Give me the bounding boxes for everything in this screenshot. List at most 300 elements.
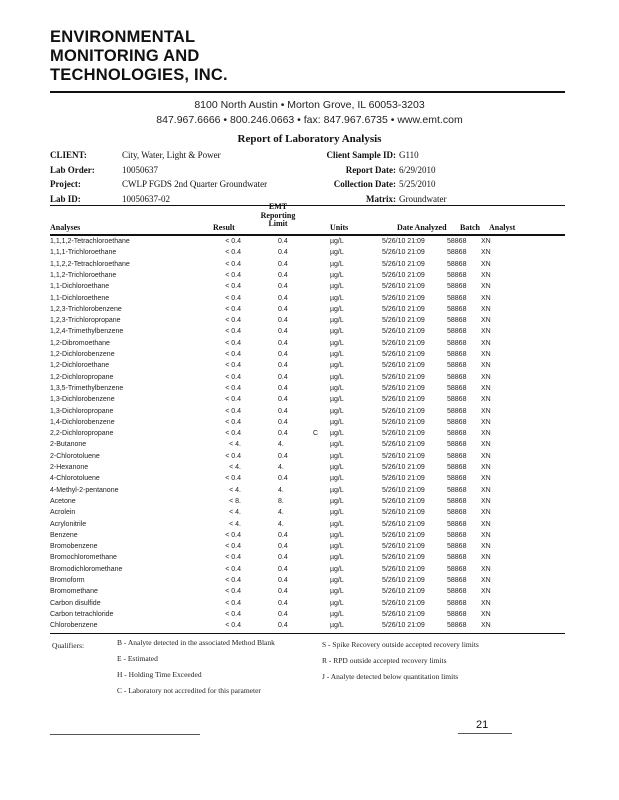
report-date-label: Report Date: xyxy=(345,165,396,175)
table-row xyxy=(0,419,619,430)
table-row xyxy=(0,611,619,622)
cell-result: < 0.4 xyxy=(225,328,241,336)
cell-analyte: 4-Methyl-2-pentanone xyxy=(50,486,119,494)
client-value: City, Water, Light & Power xyxy=(122,150,221,160)
cell-analyst: XN xyxy=(481,362,491,370)
cell-analyte: 1,4-Dichlorobenzene xyxy=(50,418,115,426)
qualifier-H: H - Holding Time Exceeded xyxy=(117,670,202,679)
cell-analyte: Benzene xyxy=(50,531,78,539)
table-row xyxy=(0,464,619,475)
cell-result: < 0.4 xyxy=(225,407,241,415)
cell-result: < 0.4 xyxy=(225,317,241,325)
cell-analyte: 1,2,4-Trimethylbenzene xyxy=(50,328,124,336)
cell-limit: 0.4 xyxy=(278,554,288,562)
cell-date-analyzed: 5/26/10 21:09 xyxy=(382,384,425,392)
cell-analyst: XN xyxy=(481,486,491,494)
qualifier-E: E - Estimated xyxy=(117,654,158,663)
cell-units: µg/L xyxy=(330,543,344,551)
cell-date-analyzed: 5/26/10 21:09 xyxy=(382,249,425,257)
cell-date-analyzed: 5/26/10 21:09 xyxy=(382,497,425,505)
cell-batch: 58868 xyxy=(447,610,467,618)
cell-limit: 0.4 xyxy=(278,384,288,392)
collection-date-value: 5/25/2010 xyxy=(399,179,436,189)
cell-result: < 0.4 xyxy=(225,351,241,358)
cell-units: µg/L xyxy=(330,531,344,539)
cell-date-analyzed: 5/26/10 21:09 xyxy=(382,305,425,313)
cell-analyst: XN xyxy=(481,565,491,573)
cell-limit: 0.4 xyxy=(278,622,288,630)
cell-result: < 0.4 xyxy=(225,588,241,596)
cell-analyst: XN xyxy=(481,452,491,460)
cell-date-analyzed: 5/26/10 21:09 xyxy=(382,554,425,562)
logo-line: MONITORING AND xyxy=(50,47,200,65)
cell-limit: 0.4 xyxy=(278,588,288,596)
cell-analyst: XN xyxy=(481,509,491,517)
cell-analyst: XN xyxy=(481,577,491,584)
cell-limit: 0.4 xyxy=(278,351,288,358)
cell-limit: 0.4 xyxy=(278,430,288,438)
cell-analyte: 4-Chlorotoluene xyxy=(50,475,100,483)
cell-limit: 0.4 xyxy=(278,599,288,607)
qualifier-B: B - Analyte detected in the associated Method Blank xyxy=(117,638,275,647)
table-row xyxy=(0,577,619,588)
cell-units: µg/L xyxy=(330,328,344,336)
qualifiers-label: Qualifiers: xyxy=(52,641,85,650)
cell-analyte: 1,2-Dichloroethane xyxy=(50,362,110,370)
cell-analyte: 1,2-Dichlorobenzene xyxy=(50,351,115,358)
cell-limit: 0.4 xyxy=(278,543,288,551)
table-row xyxy=(0,600,619,611)
cell-limit: 0.4 xyxy=(278,317,288,325)
cell-analyte: Acetone xyxy=(50,497,76,505)
cell-batch: 58868 xyxy=(447,328,467,336)
table-row xyxy=(0,408,619,419)
cell-limit: 0.4 xyxy=(278,610,288,618)
qualifier-R: R - RPD outside accepted recovery limits xyxy=(322,656,447,665)
cell-analyst: XN xyxy=(481,249,491,257)
cell-limit: 0.4 xyxy=(278,577,288,584)
cell-date-analyzed: 5/26/10 21:09 xyxy=(382,260,425,268)
cell-qualifier: C xyxy=(313,430,319,438)
cell-date-analyzed: 5/26/10 21:09 xyxy=(382,531,425,539)
footer-line-left xyxy=(50,734,200,735)
cell-limit: 0.4 xyxy=(278,294,288,302)
qualifier-J: J - Analyte detected below quantitation limits xyxy=(322,672,459,681)
cell-date-analyzed: 5/26/10 21:09 xyxy=(382,373,425,381)
cell-batch: 58868 xyxy=(447,486,467,494)
cell-result: < 4. xyxy=(229,509,241,517)
cell-units: µg/L xyxy=(330,441,344,449)
cell-units: µg/L xyxy=(330,373,344,381)
cell-limit: 0.4 xyxy=(278,407,288,415)
table-row xyxy=(0,430,619,441)
cell-analyte: Bromomethane xyxy=(50,588,98,596)
col-result: Result xyxy=(213,223,235,232)
cell-units: µg/L xyxy=(330,509,344,517)
cell-analyte: 1,1,1-Trichloroethane xyxy=(50,249,117,257)
cell-date-analyzed: 5/26/10 21:09 xyxy=(382,430,425,438)
cell-limit: 0.4 xyxy=(278,238,288,245)
report-title: Report of Laboratory Analysis xyxy=(237,133,382,145)
col-date: Date Analyzed xyxy=(397,223,447,232)
cell-analyte: 1,3-Dichloropropane xyxy=(50,407,114,415)
project-value: CWLP FGDS 2nd Quarter Groundwater xyxy=(122,179,268,189)
cell-batch: 58868 xyxy=(447,509,467,517)
cell-date-analyzed: 5/26/10 21:09 xyxy=(382,475,425,483)
table-row xyxy=(0,261,619,272)
cell-analyte: 1,2,3-Trichloropropane xyxy=(50,317,121,325)
cell-limit: 0.4 xyxy=(278,531,288,539)
cell-date-analyzed: 5/26/10 21:09 xyxy=(382,418,425,426)
cell-units: µg/L xyxy=(330,339,344,347)
cell-units: µg/L xyxy=(330,283,344,291)
cell-analyte: Bromobenzene xyxy=(50,543,98,551)
cell-analyst: XN xyxy=(481,351,491,358)
cell-analyte: 2-Hexanone xyxy=(50,464,89,471)
cell-result: < 0.4 xyxy=(225,362,241,370)
cell-date-analyzed: 5/26/10 21:09 xyxy=(382,271,425,279)
cell-batch: 58868 xyxy=(447,317,467,325)
cell-analyst: XN xyxy=(481,531,491,539)
cell-result: < 4. xyxy=(229,441,241,449)
table-row xyxy=(0,306,619,317)
cell-limit: 0.4 xyxy=(278,565,288,573)
cell-date-analyzed: 5/26/10 21:09 xyxy=(382,509,425,517)
cell-result: < 0.4 xyxy=(225,260,241,268)
table-row xyxy=(0,441,619,452)
cell-units: µg/L xyxy=(330,588,344,596)
table-row xyxy=(0,532,619,543)
cell-limit: 4. xyxy=(278,520,284,528)
cell-limit: 4. xyxy=(278,486,284,494)
cell-limit: 0.4 xyxy=(278,418,288,426)
cell-result: < 4. xyxy=(229,464,241,471)
cell-date-analyzed: 5/26/10 21:09 xyxy=(382,577,425,584)
table-row xyxy=(0,374,619,385)
cell-date-analyzed: 5/26/10 21:09 xyxy=(382,351,425,358)
cell-batch: 58868 xyxy=(447,531,467,539)
table-row xyxy=(0,249,619,260)
table-row xyxy=(0,385,619,396)
table-row xyxy=(0,328,619,339)
cell-units: µg/L xyxy=(330,362,344,370)
logo-line: TECHNOLOGIES, INC. xyxy=(50,66,228,84)
table-row xyxy=(0,340,619,351)
cell-batch: 58868 xyxy=(447,430,467,438)
cell-result: < 0.4 xyxy=(225,418,241,426)
table-row xyxy=(0,317,619,328)
cell-result: < 0.4 xyxy=(225,554,241,562)
cell-analyst: XN xyxy=(481,294,491,302)
matrix-value: Groundwater xyxy=(399,194,447,204)
cell-limit: 4. xyxy=(278,464,284,471)
cell-analyst: XN xyxy=(481,328,491,336)
table-row xyxy=(0,238,619,249)
cell-analyte: 1,1,2,2-Tetrachloroethane xyxy=(50,260,130,268)
lab-id-label: Lab ID: xyxy=(50,194,81,204)
cell-date-analyzed: 5/26/10 21:09 xyxy=(382,610,425,618)
cell-analyst: XN xyxy=(481,588,491,596)
cell-batch: 58868 xyxy=(447,294,467,302)
cell-date-analyzed: 5/26/10 21:09 xyxy=(382,396,425,404)
cell-result: < 0.4 xyxy=(225,599,241,607)
cell-batch: 58868 xyxy=(447,396,467,404)
table-row xyxy=(0,295,619,306)
cell-analyst: XN xyxy=(481,396,491,404)
cell-batch: 58868 xyxy=(447,441,467,449)
cell-limit: 0.4 xyxy=(278,283,288,291)
table-row xyxy=(0,566,619,577)
cell-units: µg/L xyxy=(330,497,344,505)
cell-result: < 0.4 xyxy=(225,271,241,279)
cell-date-analyzed: 5/26/10 21:09 xyxy=(382,339,425,347)
cell-units: µg/L xyxy=(330,317,344,325)
cell-result: < 0.4 xyxy=(225,577,241,584)
cell-units: µg/L xyxy=(330,464,344,471)
cell-analyte: 1,1,1,2-Tetrachloroethane xyxy=(50,238,130,245)
cell-date-analyzed: 5/26/10 21:09 xyxy=(382,543,425,551)
cell-batch: 58868 xyxy=(447,588,467,596)
cell-limit: 4. xyxy=(278,441,284,449)
cell-units: µg/L xyxy=(330,599,344,607)
cell-batch: 58868 xyxy=(447,351,467,358)
cell-analyst: XN xyxy=(481,441,491,449)
cell-result: < 4. xyxy=(229,486,241,494)
cell-analyte: Carbon tetrachloride xyxy=(50,610,114,618)
cell-date-analyzed: 5/26/10 21:09 xyxy=(382,362,425,370)
cell-units: µg/L xyxy=(330,384,344,392)
cell-limit: 0.4 xyxy=(278,260,288,268)
cell-result: < 0.4 xyxy=(225,373,241,381)
cell-limit: 4. xyxy=(278,509,284,517)
cell-batch: 58868 xyxy=(447,543,467,551)
table-row xyxy=(0,509,619,520)
cell-units: µg/L xyxy=(330,430,344,438)
company-contact: 847.967.6666 • 800.246.0663 • fax: 847.967.6735 • www.emt.com xyxy=(156,114,463,126)
cell-batch: 58868 xyxy=(447,475,467,483)
cell-analyst: XN xyxy=(481,418,491,426)
cell-limit: 0.4 xyxy=(278,475,288,483)
cell-batch: 58868 xyxy=(447,373,467,381)
cell-batch: 58868 xyxy=(447,565,467,573)
info-rule xyxy=(50,205,565,206)
cell-analyst: XN xyxy=(481,305,491,313)
cell-batch: 58868 xyxy=(447,362,467,370)
cell-units: µg/L xyxy=(330,351,344,358)
table-row xyxy=(0,475,619,486)
cell-result: < 0.4 xyxy=(225,305,241,313)
cell-analyte: 2-Butanone xyxy=(50,441,87,449)
cell-analyte: 1,3-Dichlorobenzene xyxy=(50,396,115,404)
cell-batch: 58868 xyxy=(447,497,467,505)
cell-limit: 0.4 xyxy=(278,305,288,313)
footer-line-right xyxy=(458,733,512,734)
cell-units: µg/L xyxy=(330,554,344,562)
cell-units: µg/L xyxy=(330,271,344,279)
cell-units: µg/L xyxy=(330,418,344,426)
cell-result: < 0.4 xyxy=(225,238,241,245)
lab-order-label: Lab Order: xyxy=(50,165,95,175)
cell-batch: 58868 xyxy=(447,464,467,471)
cell-units: µg/L xyxy=(330,577,344,584)
company-logo xyxy=(50,28,228,85)
cell-batch: 58868 xyxy=(447,554,467,562)
cell-analyte: 1,1-Dichloroethane xyxy=(50,283,110,291)
col-units: Units xyxy=(330,223,349,232)
table-row xyxy=(0,498,619,509)
cell-analyte: Chlorobenzene xyxy=(50,622,98,630)
cell-analyte: 1,2,3-Trichlorobenzene xyxy=(50,305,122,313)
cell-analyst: XN xyxy=(481,339,491,347)
cell-analyst: XN xyxy=(481,554,491,562)
cell-analyte: 2,2-Dichloropropane xyxy=(50,430,114,438)
cell-analyte: 1,1-Dichloroethene xyxy=(50,294,110,302)
cell-result: < 0.4 xyxy=(225,430,241,438)
lab-id-value: 10050637-02 xyxy=(122,194,170,204)
cell-analyst: XN xyxy=(481,520,491,528)
cell-analyst: XN xyxy=(481,238,491,245)
table-row xyxy=(0,453,619,464)
cell-batch: 58868 xyxy=(447,407,467,415)
cell-analyst: XN xyxy=(481,373,491,381)
cell-result: < 0.4 xyxy=(225,294,241,302)
table-row xyxy=(0,351,619,362)
cell-analyst: XN xyxy=(481,622,491,630)
cell-analyst: XN xyxy=(481,497,491,505)
col-batch: Batch xyxy=(460,223,480,232)
cell-units: µg/L xyxy=(330,452,344,460)
cell-date-analyzed: 5/26/10 21:09 xyxy=(382,599,425,607)
cell-analyte: Bromochloromethane xyxy=(50,554,117,562)
table-row xyxy=(0,396,619,407)
cell-analyst: XN xyxy=(481,430,491,438)
cell-units: µg/L xyxy=(330,475,344,483)
matrix-label: Matrix: xyxy=(366,194,396,204)
cell-units: µg/L xyxy=(330,520,344,528)
cell-result: < 0.4 xyxy=(225,384,241,392)
cell-batch: 58868 xyxy=(447,260,467,268)
cell-analyte: 1,2-Dichloropropane xyxy=(50,373,114,381)
company-address: 8100 North Austin • Morton Grove, IL 60053-3203 xyxy=(194,99,425,111)
cell-batch: 58868 xyxy=(447,418,467,426)
cell-analyte: 2-Chlorotoluene xyxy=(50,452,100,460)
cell-limit: 0.4 xyxy=(278,328,288,336)
cell-date-analyzed: 5/26/10 21:09 xyxy=(382,622,425,630)
cell-analyte: Acrolein xyxy=(50,509,76,517)
cell-units: µg/L xyxy=(330,396,344,404)
cell-result: < 0.4 xyxy=(225,396,241,404)
table-row xyxy=(0,521,619,532)
footer-rule xyxy=(50,633,565,634)
cell-analyst: XN xyxy=(481,543,491,551)
cell-date-analyzed: 5/26/10 21:09 xyxy=(382,464,425,471)
table-header-rule xyxy=(50,234,565,236)
cell-result: < 0.4 xyxy=(225,283,241,291)
cell-limit: 0.4 xyxy=(278,249,288,257)
cell-analyte: Bromodichloromethane xyxy=(50,565,123,573)
cell-date-analyzed: 5/26/10 21:09 xyxy=(382,407,425,415)
cell-limit: 8. xyxy=(278,497,284,505)
cell-result: < 4. xyxy=(229,520,241,528)
cell-batch: 58868 xyxy=(447,452,467,460)
cell-limit: 0.4 xyxy=(278,373,288,381)
cell-limit: 0.4 xyxy=(278,362,288,370)
logo-line: ENVIRONMENTAL xyxy=(50,28,196,46)
cell-analyst: XN xyxy=(481,599,491,607)
sample-id-value: G110 xyxy=(399,150,419,160)
cell-date-analyzed: 5/26/10 21:09 xyxy=(382,452,425,460)
cell-date-analyzed: 5/26/10 21:09 xyxy=(382,520,425,528)
table-row xyxy=(0,588,619,599)
table-row xyxy=(0,487,619,498)
cell-result: < 0.4 xyxy=(225,249,241,257)
lab-order-value: 10050637 xyxy=(122,165,158,175)
cell-analyst: XN xyxy=(481,475,491,483)
cell-units: µg/L xyxy=(330,305,344,313)
cell-limit: 0.4 xyxy=(278,339,288,347)
table-row xyxy=(0,362,619,373)
cell-batch: 58868 xyxy=(447,622,467,630)
page-number: 21 xyxy=(476,719,489,731)
cell-analyte: Bromoform xyxy=(50,577,85,584)
cell-analyst: XN xyxy=(481,407,491,415)
cell-date-analyzed: 5/26/10 21:09 xyxy=(382,317,425,325)
cell-units: µg/L xyxy=(330,260,344,268)
qualifier-C: C - Laboratory not accredited for this parameter xyxy=(117,686,261,695)
cell-batch: 58868 xyxy=(447,249,467,257)
col-analyst: Analyst xyxy=(489,223,516,232)
table-row xyxy=(0,543,619,554)
cell-result: < 0.4 xyxy=(225,543,241,551)
cell-limit: 0.4 xyxy=(278,452,288,460)
cell-analyte: 1,1,2-Trichloroethane xyxy=(50,271,117,279)
col-analyses: Analyses xyxy=(50,223,81,232)
cell-result: < 0.4 xyxy=(225,452,241,460)
col-limit: EMT Reporting Limit xyxy=(260,202,296,228)
cell-analyst: XN xyxy=(481,260,491,268)
cell-result: < 0.4 xyxy=(225,610,241,618)
cell-analyte: Acrylonitrile xyxy=(50,520,87,528)
cell-units: µg/L xyxy=(330,249,344,257)
cell-date-analyzed: 5/26/10 21:09 xyxy=(382,588,425,596)
cell-date-analyzed: 5/26/10 21:09 xyxy=(382,565,425,573)
cell-analyte: Carbon disulfide xyxy=(50,599,101,607)
table-row xyxy=(0,622,619,633)
cell-result: < 0.4 xyxy=(225,475,241,483)
cell-analyst: XN xyxy=(481,464,491,471)
cell-date-analyzed: 5/26/10 21:09 xyxy=(382,283,425,291)
cell-analyst: XN xyxy=(481,317,491,325)
cell-date-analyzed: 5/26/10 21:09 xyxy=(382,294,425,302)
cell-analyst: XN xyxy=(481,271,491,279)
cell-batch: 58868 xyxy=(447,384,467,392)
cell-date-analyzed: 5/26/10 21:09 xyxy=(382,238,425,245)
table-row xyxy=(0,272,619,283)
cell-units: µg/L xyxy=(330,407,344,415)
report-date-value: 6/29/2010 xyxy=(399,165,436,175)
qualifier-S: S - Spike Recovery outside accepted recovery limits xyxy=(322,640,479,649)
cell-units: µg/L xyxy=(330,610,344,618)
cell-result: < 0.4 xyxy=(225,622,241,630)
cell-batch: 58868 xyxy=(447,238,467,245)
cell-batch: 58868 xyxy=(447,520,467,528)
cell-analyte: 1,3,5-Trimethylbenzene xyxy=(50,384,124,392)
cell-date-analyzed: 5/26/10 21:09 xyxy=(382,441,425,449)
cell-limit: 0.4 xyxy=(278,271,288,279)
cell-limit: 0.4 xyxy=(278,396,288,404)
cell-batch: 58868 xyxy=(447,271,467,279)
cell-units: µg/L xyxy=(330,486,344,494)
